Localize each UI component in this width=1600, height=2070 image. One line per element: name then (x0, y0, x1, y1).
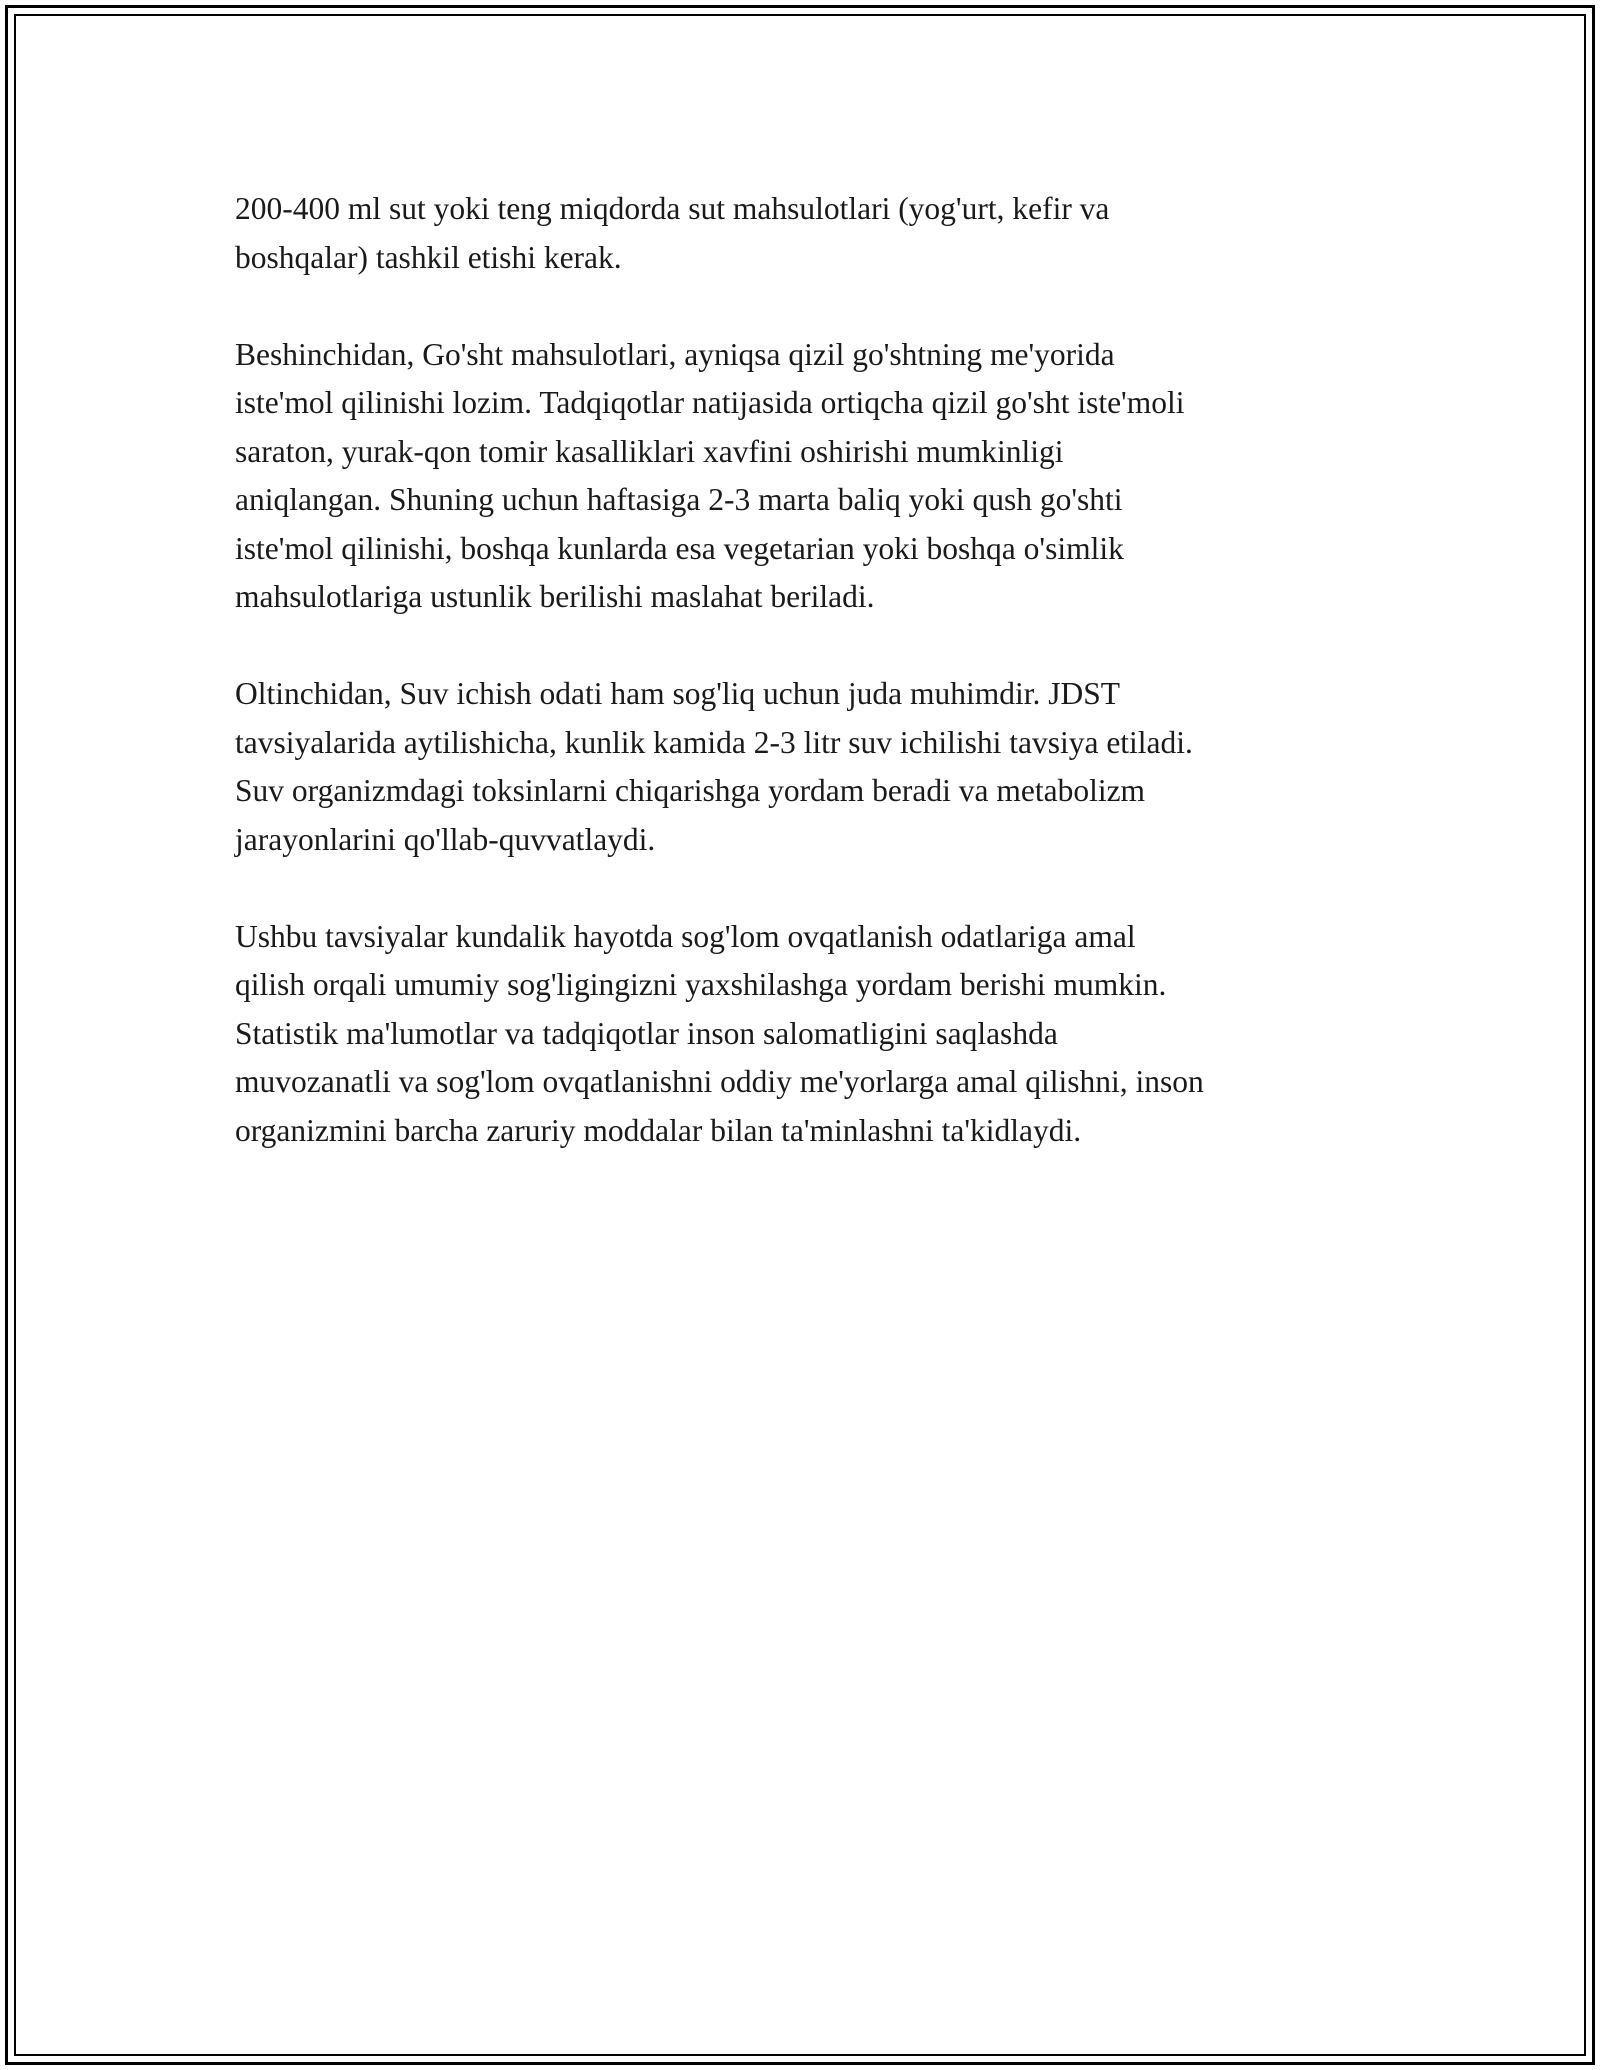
text-line: jarayonlarini qo'llab-quvvatlaydi. (235, 821, 656, 857)
text-line: aniqlangan. Shuning uchun haftasiga 2-3 marta baliq yoki qush go'shti (235, 482, 1123, 517)
text-line: mahsulotlariga ustunlik berilishi maslahat beriladi. (235, 579, 875, 614)
document-body (235, 185, 1395, 1155)
text-line: boshqalar) tashkil etishi kerak. (235, 239, 622, 275)
paragraph-meat (235, 331, 1395, 622)
text-line: iste'mol qilinishi, boshqa kunlarda esa vegetarian yoki boshqa o'simlik (235, 530, 1124, 566)
text-line: Statistik ma'lumotlar va tadqiqotlar inson salomatligini saqlashda (235, 1015, 1058, 1051)
text-line: saraton, yurak-qon tomir kasalliklari xavfini oshirishi mumkinligi (235, 433, 1064, 469)
text-line: muvozanatli va sog'lom ovqatlanishni oddiy me'yorlarga amal qilishni, inson (235, 1064, 1204, 1099)
text-line: organizmini barcha zaruriy moddalar bilan ta'minlashni ta'kidlaydi. (235, 1112, 1082, 1148)
text-line: Ushbu tavsiyalar kundalik hayotda sog'lom ovqatlanish odatlariga amal (235, 918, 1136, 954)
text-line: Suv organizmdagi toksinlarni chiqarishga yordam beradi va metabolizm (235, 773, 1146, 808)
text-line: Beshinchidan, Go'sht mahsulotlari, ayniqsa qizil go'shtning me'yorida (235, 336, 1115, 372)
text-line: qilish orqali umumiy sog'ligingizni yaxshilashga yordam berishi mumkin. (235, 967, 1167, 1002)
paragraph-dairy (235, 185, 1395, 282)
paragraph-conclusion (235, 913, 1395, 1156)
text-line: Oltinchidan, Suv ichish odati ham sog'liq uchun juda muhimdir. JDST (235, 676, 1120, 711)
paragraph-water (235, 670, 1395, 864)
text-line: 200-400 ml sut yoki teng miqdorda sut mahsulotlari (yog'urt, kefir va (235, 191, 1110, 226)
text-line: tavsiyalarida aytilishicha, kunlik kamida 2-3 litr suv ichilishi tavsiya etiladi. (235, 724, 1193, 760)
text-line: iste'mol qilinishi lozim. Tadqiqotlar natijasida ortiqcha qizil go'sht iste'moli (235, 385, 1185, 420)
